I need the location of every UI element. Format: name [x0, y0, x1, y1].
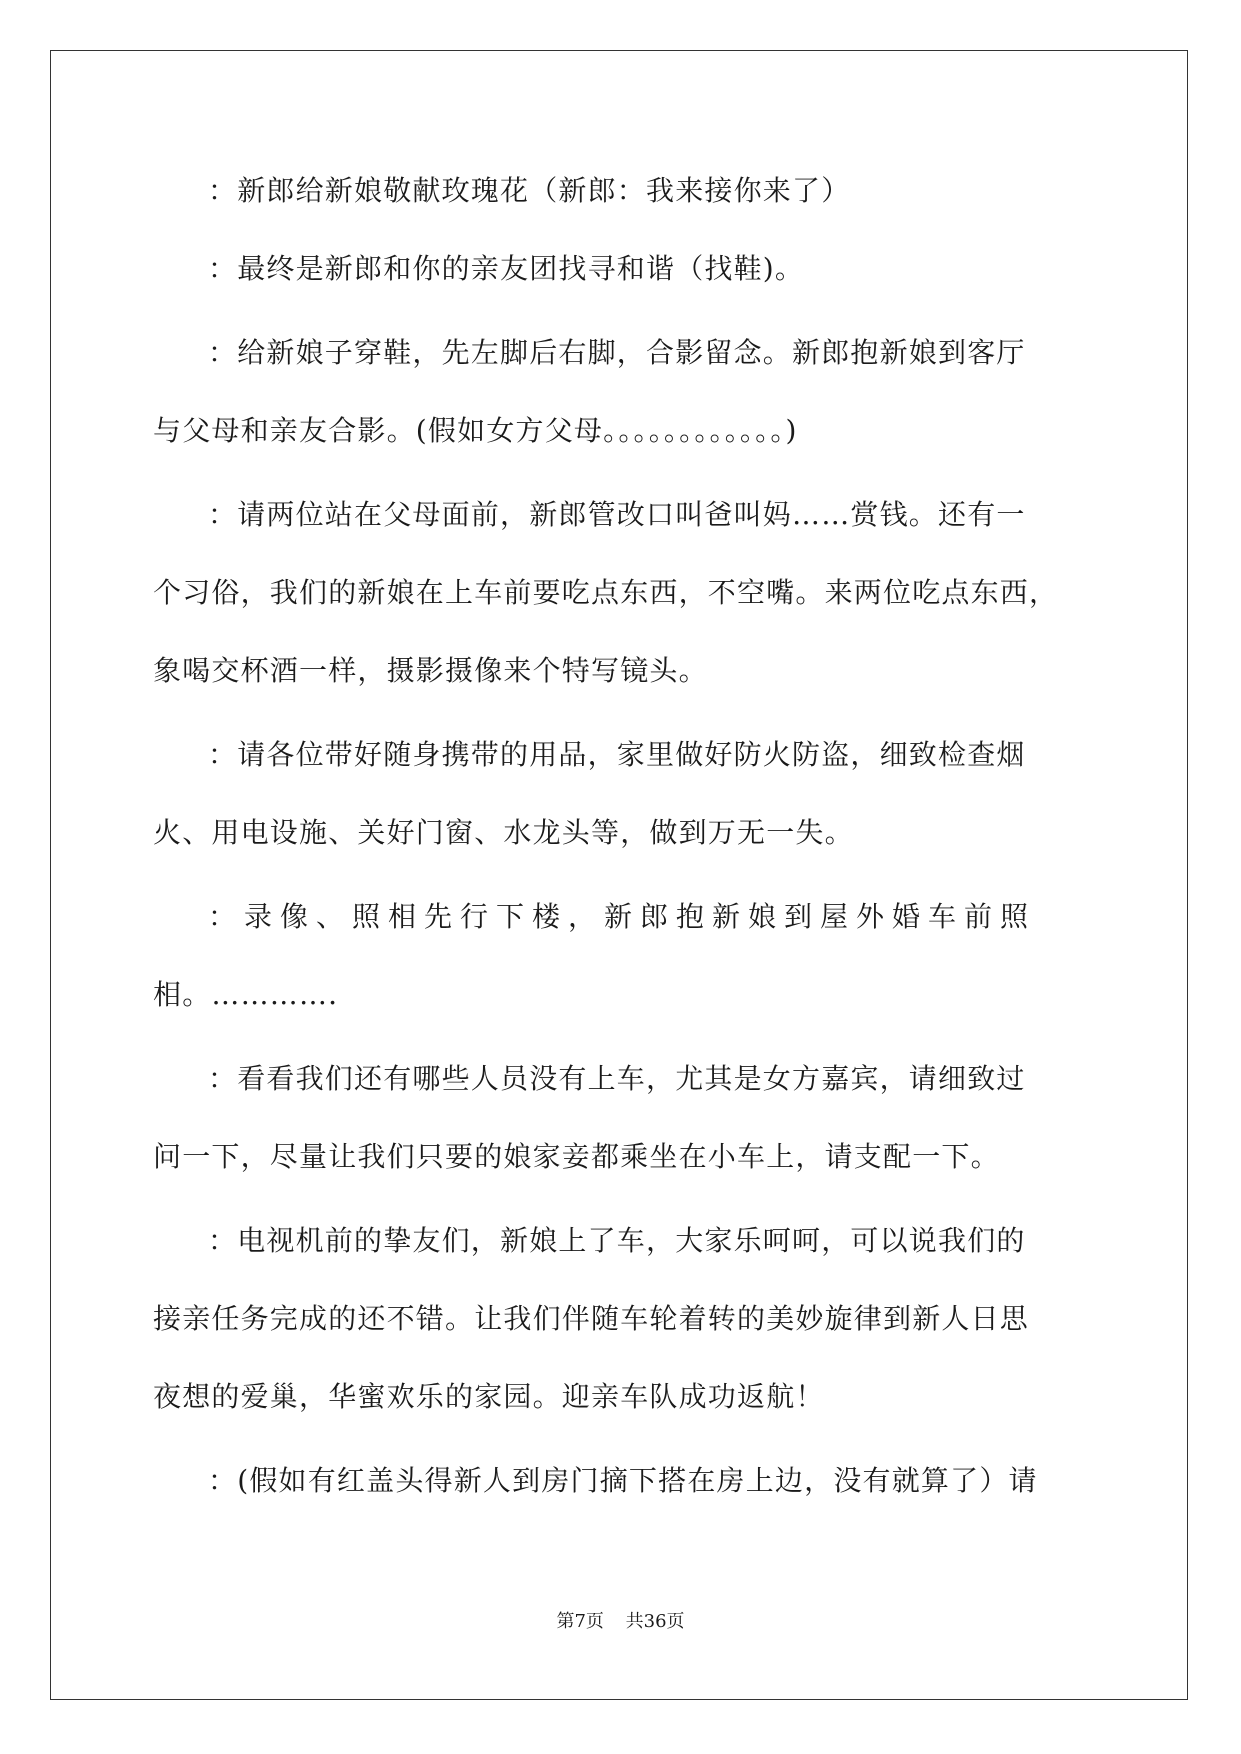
- paragraph-line: ：请两位站在父母面前，新郎管改口叫爸叫妈……赏钱。还有一: [208, 498, 1026, 531]
- paragraph-line: ：请各位带好随身携带的用品，家里做好防火防盗，细致检查烟: [208, 738, 1026, 771]
- paragraph-line: 火、用电设施、关好门窗、水龙头等，做到万无一失。: [153, 816, 854, 849]
- paragraph-line: 与父母和亲友合影。(假如女方父母。。。。。。。。。。。。): [153, 414, 798, 447]
- page-number: 第7页: [556, 1611, 604, 1632]
- paragraph-line: ：新郎给新娘敬献玫瑰花（新郎：我来接你来了）: [208, 174, 851, 207]
- paragraph-line: ：最终是新郎和你的亲友团找寻和谐（找鞋)。: [208, 252, 805, 285]
- page-footer: [0, 1610, 1241, 1634]
- paragraph-line: ：(假如有红盖头得新人到房门摘下搭在房上边，没有就算了）请: [208, 1464, 1038, 1497]
- page-total: 共36页: [625, 1611, 685, 1632]
- paragraph-line: 夜想的爱巢，华蜜欢乐的家园。迎亲车队成功返航！: [153, 1380, 825, 1413]
- paragraph-line: ：电视机前的挚友们，新娘上了车，大家乐呵呵，可以说我们的: [208, 1224, 1026, 1257]
- paragraph-line: ：录像、照相先行下楼，新郎抱新娘到屋外婚车前照: [208, 900, 1037, 933]
- paragraph-line: 象喝交杯酒一样，摄影摄像来个特写镜头。: [153, 654, 708, 687]
- paragraph-line: ：看看我们还有哪些人员没有上车，尤其是女方嘉宾，请细致过: [208, 1062, 1026, 1095]
- page-border: [50, 50, 1188, 1700]
- paragraph-line: 相。…………．: [153, 978, 358, 1011]
- paragraph-line: 接亲任务完成的还不错。让我们伴随车轮着转的美妙旋律到新人日思: [153, 1302, 1030, 1335]
- paragraph-line: ：给新娘子穿鞋，先左脚后右脚，合影留念。新郎抱新娘到客厅: [208, 336, 1026, 369]
- paragraph-line: 问一下，尽量让我们只要的娘家妾都乘坐在小车上，请支配一下。: [153, 1140, 1000, 1173]
- paragraph-line: 个习俗，我们的新娘在上车前要吃点东西，不空嘴。来两位吃点东西，: [153, 576, 1059, 609]
